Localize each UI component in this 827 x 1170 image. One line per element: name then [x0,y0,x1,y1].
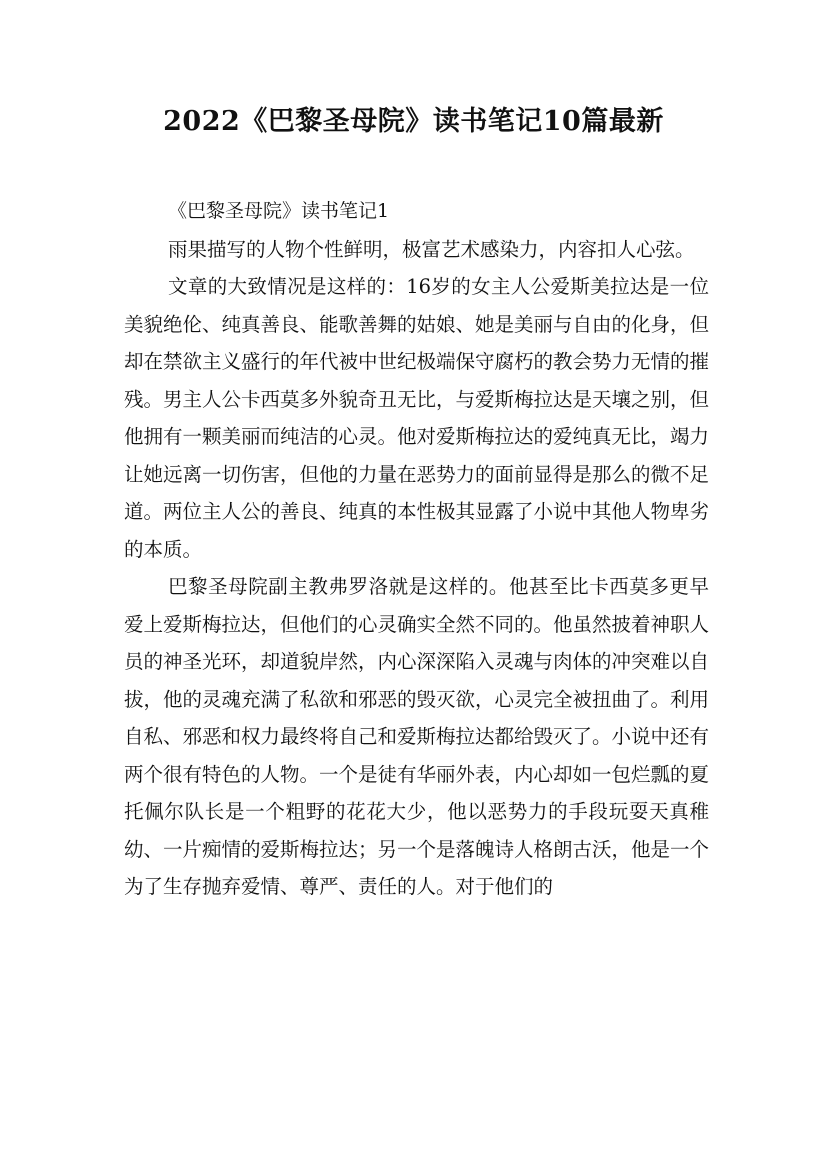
paragraph-2: 文章的大致情况是这样的：16岁的女主人公爱斯美拉达是一位美貌绝伦、纯真善良、能歌善舞的姑娘、她是美丽与自由的化身，但却在禁欲主义盛行的年代被中世纪极端保守腐朽的教会势力无情的摧残。男主人公卡西莫多外貌奇丑无比，与爱斯梅拉达是天壤之别，但他拥有一颗美丽而纯洁的心灵。他对爱斯梅拉达的爱纯真无比，竭力让她远离一切伤害，但他的力量在恶势力的面前显得是那么的微不足道。两位主人公的善良、纯真的本性极其显露了小说中其他人物卑劣的本质。 [124,275,710,561]
section-heading: 《巴黎圣母院》读书笔记1 [168,200,390,222]
paragraph-3: 巴黎圣母院副主教弗罗洛就是这样的。他甚至比卡西莫多更早爱上爱斯梅拉达，但他们的心灵确实全然不同的。他虽然披着神职人员的神圣光环，却道貌岸然，内心深深陷入灵魂与肉体的冲突难以自拔，他的灵魂充满了私欲和邪恶的毁灭欲，心灵完全被扭曲了。利用自私、邪恶和权力最终将自己和爱斯梅拉达都给毁灭了。小说中还有两个很有特色的人物。一个是徒有华丽外表，内心却如一包烂瓢的夏托佩尔队长是一个粗野的花花大少，他以恶势力的手段玩耍天真稚幼、一片痴情的爱斯梅拉达；另一个是落魄诗人格朗古沃，他是一个为了生存抛弃爱情、尊严、责任的人。对于他们的 [124,575,710,898]
paragraph-1: 雨果描写的人物个性鲜明，极富艺术感染力，内容扣人心弦。 [168,237,695,261]
document-body [124,193,709,906]
document-title: 2022《巴黎圣母院》读书笔记10篇最新 [163,106,664,137]
